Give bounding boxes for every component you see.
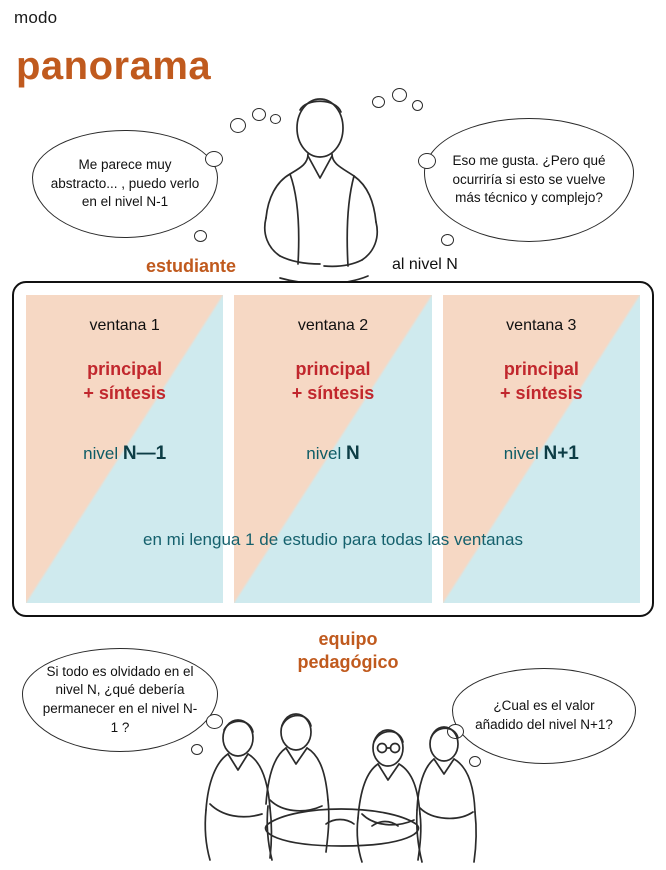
window-main-line1: principal	[503, 359, 579, 379]
panel-footer-caption: en mi lengua 1 de estudio para todas las ventanas	[143, 530, 523, 549]
role-label-team	[288, 628, 408, 673]
window-level-text	[26, 443, 223, 465]
team-figures-illustration	[176, 700, 506, 865]
thought-dot-icon	[270, 114, 281, 124]
page-title: panorama	[16, 44, 212, 88]
role-label-student: estudiante	[146, 256, 237, 276]
window-main-line1: principal	[295, 359, 371, 379]
window-level-value: N—1	[122, 443, 167, 464]
windows-panel	[12, 281, 654, 617]
window-title: ventana 3	[506, 317, 577, 334]
window-main-line2: + síntesis	[83, 383, 166, 404]
window-main-text	[26, 357, 223, 406]
window-level-prefix: nivel	[306, 444, 346, 463]
thought-dot-icon	[412, 100, 423, 111]
window-main-line2: + síntesis	[500, 383, 583, 404]
role-label-team-line1: equipo	[318, 629, 378, 649]
window-title: ventana 2	[297, 317, 369, 334]
window-card-1[interactable]	[26, 295, 223, 603]
window-main-text	[234, 357, 431, 406]
window-main-line2: + síntesis	[291, 383, 375, 404]
mode-label: modo	[14, 8, 58, 27]
window-level-value: N	[345, 443, 360, 464]
window-level-text	[443, 443, 640, 465]
window-level-text	[234, 443, 431, 465]
thought-bubble-team-left: Si todo es olvidado en el nivel N, ¿qué debería permanecer en el nivel N-1 ?	[22, 648, 218, 752]
window-title: ventana 1	[89, 317, 160, 334]
thought-dot-icon	[252, 108, 266, 121]
thought-dot-icon	[392, 88, 407, 102]
window-level-prefix: nivel	[503, 444, 544, 463]
window-card-2[interactable]	[234, 295, 431, 603]
thought-dot-icon	[372, 96, 385, 108]
level-note-label: al nivel N	[392, 256, 458, 273]
role-label-team-line2: pedagógico	[297, 651, 399, 672]
window-main-text	[443, 357, 640, 406]
window-level-value: N+1	[543, 443, 579, 464]
thought-bubble-student-left: Me parece muy abstracto... , puedo verlo en el nivel N-1	[32, 130, 218, 238]
thought-bubble-student-right: Eso me gusta. ¿Pero qué ocurriría si esto se vuelve más técnico y complejo?	[424, 118, 634, 242]
window-level-prefix: nivel	[83, 444, 123, 463]
thought-bubble-team-right: ¿Cual es el valor añadido del nivel N+1?	[452, 668, 636, 764]
window-main-line1: principal	[87, 359, 163, 379]
thought-dot-icon	[230, 118, 246, 133]
window-card-3[interactable]	[443, 295, 640, 603]
